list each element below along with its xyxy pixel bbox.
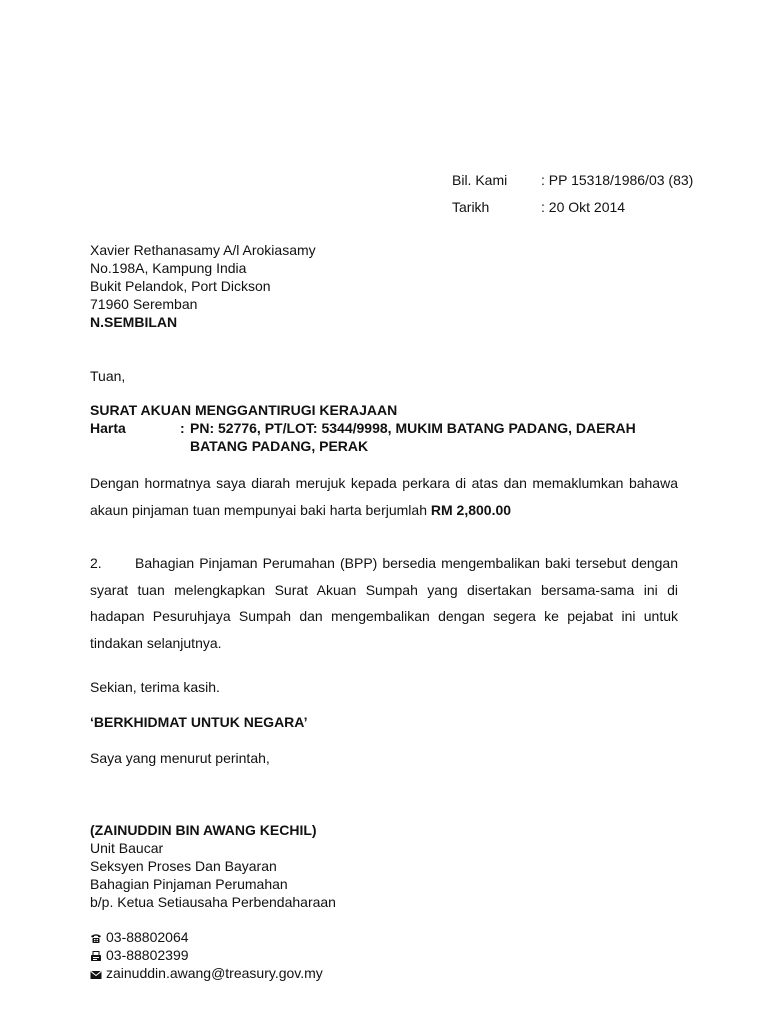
signatory-block — [90, 821, 678, 911]
paragraph-2 — [90, 550, 678, 656]
envelope-icon — [90, 967, 106, 980]
phone-number: 03-88802064 — [106, 929, 189, 945]
recipient-name: Xavier Rethanasamy A/l Arokiasamy — [90, 242, 316, 258]
property-row — [90, 419, 678, 455]
recipient-address-line: Bukit Pelandok, Port Dickson — [90, 278, 271, 294]
closing-line: Sekian, terima kasih. — [90, 679, 220, 695]
reference-number-row — [452, 170, 752, 197]
fax-row — [90, 946, 678, 964]
reference-number-value: : PP 15318/1986/03 (83) — [541, 172, 694, 188]
subject-block — [90, 401, 678, 455]
signatory-division: Bahagian Pinjaman Perumahan — [90, 876, 288, 892]
fax-icon — [90, 948, 106, 962]
balance-amount: RM 2,800.00 — [430, 501, 512, 518]
date-label: Tarikh — [452, 199, 490, 215]
paragraph-1-text: Dengan hormatnya saya diarah merujuk kepada perkara di atas dan memaklumkan bahawa akaun pinjaman tuan mempunyai baki harta berjumlah — [90, 475, 678, 518]
signatory-section: Seksyen Proses Dan Bayaran — [90, 858, 277, 874]
paragraph-1 — [90, 470, 678, 523]
recipient-address-line: 71960 Seremban — [90, 296, 198, 312]
date-value: : 20 Okt 2014 — [541, 199, 626, 215]
contact-block — [90, 928, 678, 982]
subject-title: SURAT AKUAN MENGGANTIRUGI KERAJAAN — [90, 402, 398, 418]
recipient-address — [90, 241, 678, 331]
valediction: Saya yang menurut perintah, — [90, 750, 270, 766]
reference-block — [452, 170, 752, 224]
signatory-unit: Unit Baucar — [90, 840, 164, 856]
reference-number-label: Bil. Kami — [452, 172, 508, 188]
fax-number: 03-88802399 — [106, 947, 189, 963]
email-address: zainuddin.awang@treasury.gov.my — [106, 965, 323, 981]
property-label: Harta — [90, 420, 126, 436]
paragraph-2-text: Bahagian Pinjaman Perumahan (BPP) bersedia mengembalikan baki tersebut dengan syarat tuan melengkapkan Surat Akuan Sumpah yang disertakan bersama-sama ini di hadapan Pesuruhjaya Sumpah dan mengembalikan dengan segera ke pejabat ini untuk tindakan selanjutnya. — [90, 555, 678, 651]
phone-row — [90, 928, 678, 946]
salutation: Tuan, — [90, 368, 126, 384]
date-row — [452, 197, 752, 224]
signatory-on-behalf: b/p. Ketua Setiausaha Perbendaharaan — [90, 894, 336, 910]
telephone-icon — [90, 930, 106, 944]
recipient-state: N.SEMBILAN — [90, 314, 178, 330]
property-description: PN: 52776, PT/LOT: 5344/9998, MUKIM BATANG PADANG, DAERAH BATANG PADANG, PERAK — [190, 420, 636, 454]
motto: ‘BERKHIDMAT UNTUK NEGARA’ — [90, 714, 308, 730]
paragraph-2-number: 2. — [90, 555, 102, 571]
email-row — [90, 964, 678, 982]
property-colon: : — [180, 420, 185, 436]
signatory-name: (ZAINUDDIN BIN AWANG KECHIL) — [90, 822, 317, 838]
recipient-address-line: No.198A, Kampung India — [90, 260, 247, 276]
